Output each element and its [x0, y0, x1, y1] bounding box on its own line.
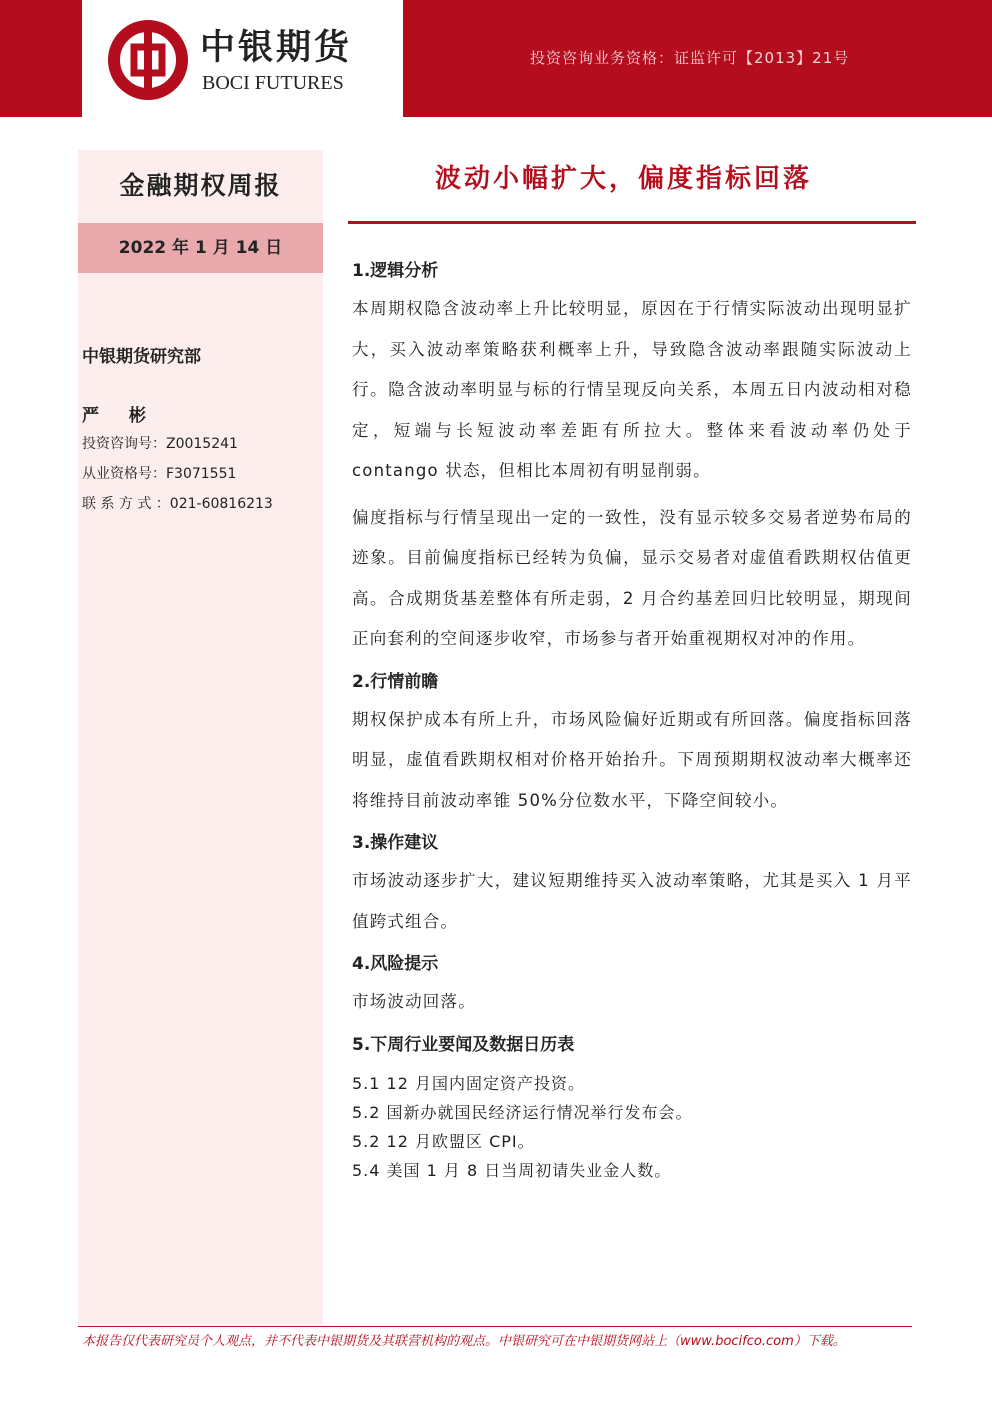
license-text: 投资咨询业务资格：证监许可【2013】21号: [530, 49, 850, 67]
paragraph: 偏度指标与行情呈现出一定的一致性，没有显示较多交易者逆势布局的迹象。目前偏度指标已经转为负偏，显示交易者对虚值看跌期权估值更高。合成期货基差整体有所走弱，2 月合约基差回归比较明显，期现间正向套利的空间逐步收窄，市场参与者开始重视期权对冲的作用。: [352, 507, 912, 648]
section-heading-advice: 3.操作建议: [352, 833, 439, 853]
report-title: 波动小幅扩大，偏度指标回落: [435, 164, 813, 194]
paragraph: 市场波动逐步扩大，建议短期维持买入波动率策略，尤其是买入 1 月平值跨式组合。: [352, 871, 912, 931]
contact-qualification-id: 从业资格号：F3071551: [82, 466, 237, 482]
list-item: 5.4 美国 1 月 8 日当周初请失业金人数。: [352, 1160, 672, 1180]
section-heading-calendar: 5.下周行业要闻及数据日历表: [352, 1034, 575, 1055]
calendar-list: [352, 1069, 912, 1185]
report-body: [352, 255, 912, 1185]
sidebar: [78, 150, 323, 1325]
footer-disclaimer: 本报告仅代表研究员个人观点，并不代表中银期货及其联营机构的观点。中银研究可在中银期货网站上（www.bocifco.com）下载。: [82, 1334, 846, 1349]
boci-logo: [108, 20, 388, 100]
section-heading-risk: 4.风险提示: [352, 954, 439, 974]
header-left-bar: [0, 0, 82, 117]
title-divider: [348, 221, 916, 224]
contact-investment-id: 投资咨询号：Z0015241: [82, 436, 238, 452]
report-date: 2022 年 1 月 14 日: [78, 223, 323, 273]
list-item: 5.2 12 月欧盟区 CPI。: [352, 1131, 535, 1151]
brand-name-en: BOCI FUTURES: [202, 72, 344, 94]
footer-divider: [78, 1326, 912, 1327]
boci-emblem-icon: [108, 20, 188, 100]
author-name: 严 彬: [82, 406, 158, 426]
report-type: 金融期权周报: [119, 171, 282, 200]
section-heading-outlook: 2.行情前瞻: [352, 671, 439, 692]
list-item: 5.2 国新办就国民经济运行情况举行发布会。: [352, 1102, 693, 1122]
paragraph: 期权保护成本有所上升，市场风险偏好近期或有所回落。偏度指标回落明显，虚值看跌期权相对价格开始抬升。下周预期期权波动率大概率还将维持目前波动率锥 50%分位数水平，下降空间较小。: [352, 709, 912, 810]
brand-name-cn: 中银期货: [200, 27, 353, 68]
list-item: 5.1 12 月国内固定资产投资。: [352, 1073, 585, 1093]
department: 中银期货研究部: [82, 347, 201, 367]
contact-phone: 联 系 方 式 ：021-60816213: [82, 496, 273, 512]
paragraph: 本周期权隐含波动率上升比较明显，原因在于行情实际波动出现明显扩大，买入波动率策略获利概率上升，导致隐含波动率跟随实际波动上行。隐含波动率明显与标的行情呈现反向关系，本周五日内波动相对稳定，短端与长短波动率差距有所拉大。整体来看波动率仍处于 contango 状态，但相比本周初有明显削弱。: [352, 299, 912, 480]
section-heading-logic: 1.逻辑分析: [352, 261, 439, 281]
paragraph: 市场波动回落。: [352, 992, 476, 1011]
